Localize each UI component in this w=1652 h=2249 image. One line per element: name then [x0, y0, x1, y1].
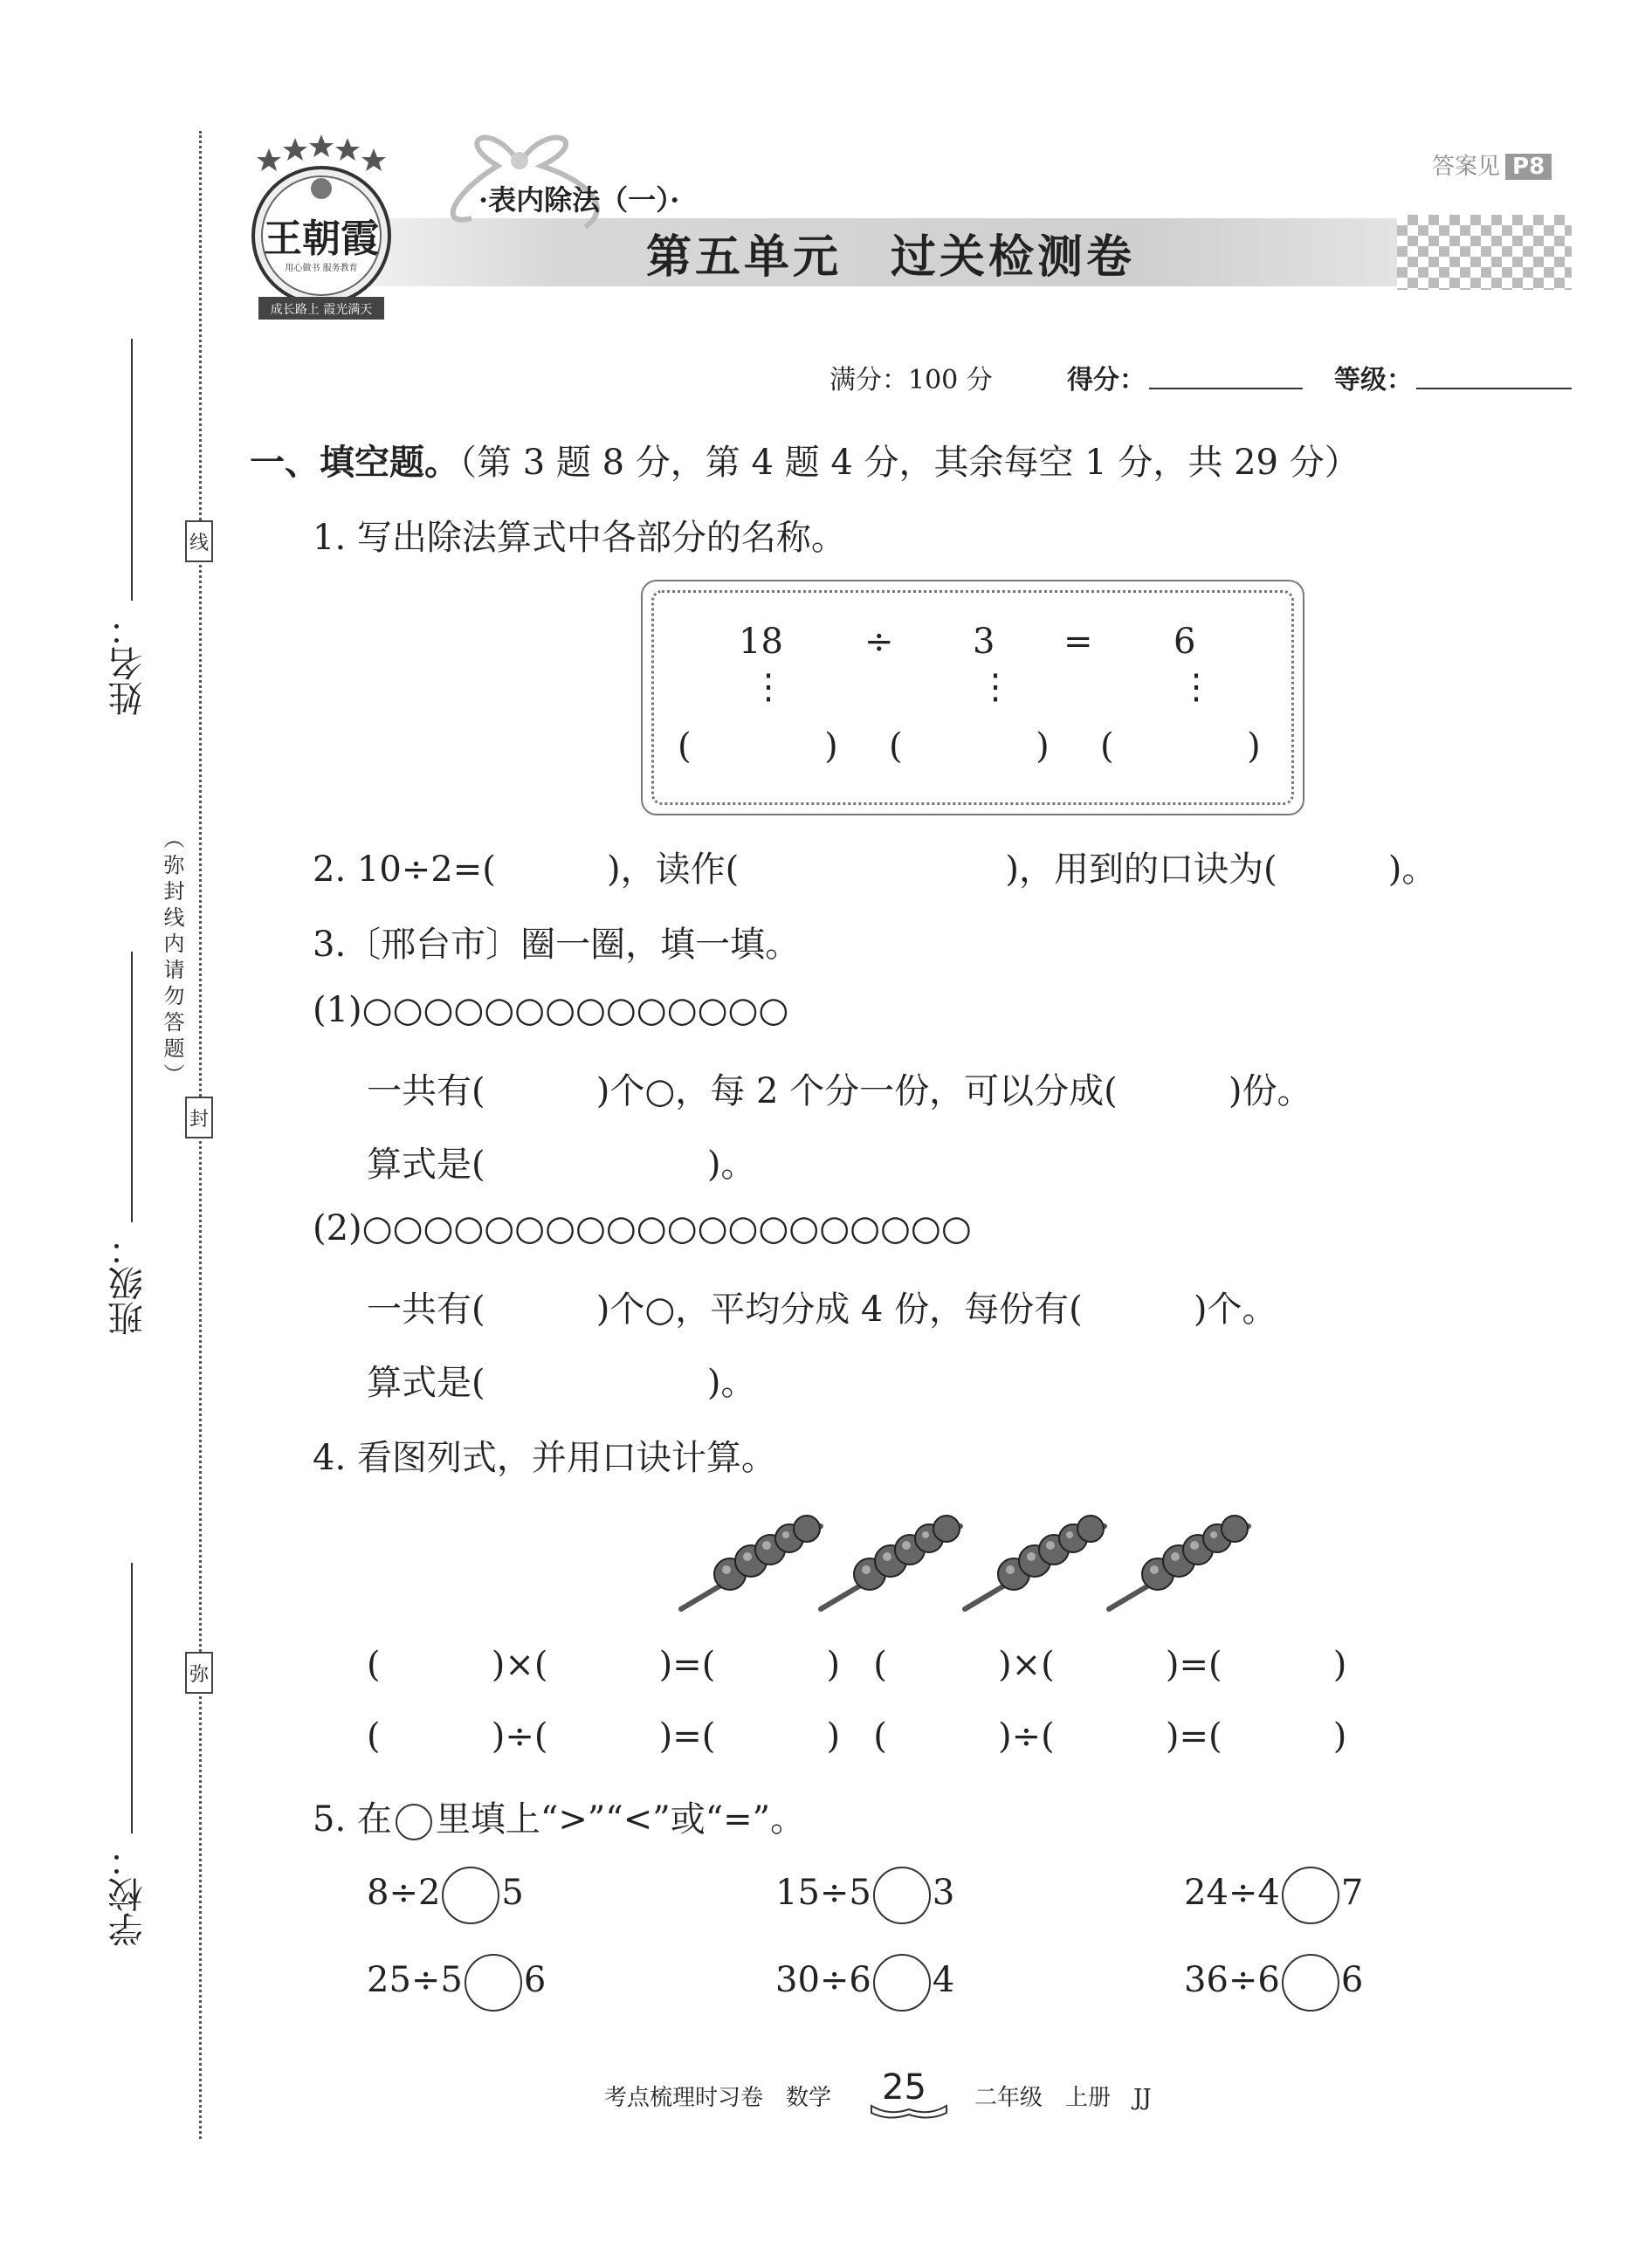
q5-item-4: [367, 1954, 546, 2012]
q5-item-3: [1184, 1867, 1363, 1924]
grade-label: 等级：: [1334, 365, 1413, 395]
q3-part1-label: (1): [313, 990, 362, 1030]
q5-item-1: [367, 1867, 524, 1924]
q5-item-4-right: 6: [523, 1960, 547, 2000]
skewer-icon-2: [821, 1516, 960, 1609]
q4-skewers-image: [672, 1491, 1284, 1622]
q1-blank-1[interactable]: ( ): [678, 726, 838, 767]
footer-right: 二年级 上册 JJ: [974, 2085, 1152, 2111]
q5-compare-circle-6[interactable]: [1282, 1954, 1339, 2012]
q5-inline-circle-icon: [396, 1804, 432, 1840]
answer-reference: [1432, 148, 1552, 181]
q5-item-6-right: 6: [1340, 1960, 1364, 2000]
footer-left: 考点梳理时习卷 数学: [604, 2085, 832, 2111]
q1-dots-3: ⋮: [1179, 667, 1214, 707]
q5-item-2-left: 15÷5: [775, 1873, 871, 1913]
q3-part1-line2[interactable]: 算式是( )。: [367, 1145, 756, 1185]
section1-heading: 一、填空题。: [250, 442, 459, 483]
binding-note: （弥封线内请勿答题）: [160, 828, 184, 1090]
q1-quotient: 6: [1174, 622, 1196, 662]
q3-part1-circle-row: ○○○○○○○○○○○○○○: [361, 990, 789, 1030]
name-label: 姓名：: [108, 611, 148, 716]
q5-item-2-right: 3: [932, 1873, 955, 1913]
score-field[interactable]: [1149, 361, 1303, 389]
q1-dividend: 18: [739, 622, 783, 662]
q5-item-1-left: 8÷2: [367, 1873, 441, 1913]
school-field[interactable]: [131, 1563, 133, 1833]
margin-mark-line: 线: [185, 520, 213, 562]
logo-slogan1: 用心做书 服务教育: [285, 264, 358, 273]
q4-row2[interactable]: ( )÷( )=( ) ( )÷( )=( ): [367, 1716, 1347, 1757]
skewer-icon-3: [965, 1516, 1105, 1609]
section1-points: （第 3 题 8 分，第 4 题 4 分，其余每空 1 分，共 29 分）: [459, 443, 1359, 483]
q5-text: [313, 1792, 805, 1841]
skewer-icon-4: [1109, 1516, 1249, 1609]
q3-part2-circles: [313, 1208, 972, 1248]
q5-item-5-left: 30÷6: [775, 1960, 871, 2000]
q3-part1-line1[interactable]: 一共有( )个○，每 2 个分一份，可以分成( )份。: [367, 1071, 1312, 1111]
answer-page-badge: P8: [1505, 154, 1552, 180]
q5-item-3-right: 7: [1340, 1873, 1364, 1913]
school-label: 学校：: [108, 1842, 148, 1947]
q2-text[interactable]: 2. 10÷2=( )，读作( )，用到的口诀为( )。: [313, 849, 1437, 890]
score-label: 得分：: [1067, 365, 1146, 395]
q4-row1[interactable]: ( )×( )=( ) ( )×( )=( ): [367, 1645, 1347, 1685]
q1-dots-2: ⋮: [978, 667, 1013, 707]
q1-blank-2[interactable]: ( ): [889, 726, 1050, 767]
q5-compare-circle-1[interactable]: [442, 1867, 499, 1924]
q5-compare-circle-4[interactable]: [465, 1954, 522, 2012]
full-score: 满分：100 分: [829, 365, 993, 395]
q3-part2-line1[interactable]: 一共有( )个○，平均分成 4 份，每份有( )个。: [367, 1290, 1277, 1330]
class-label: 班级：: [108, 1231, 148, 1336]
q3-text: 3.〔邢台市〕圈一圈，填一填。: [313, 925, 801, 965]
q5-compare-circle-3[interactable]: [1282, 1867, 1339, 1924]
q3-part2-circle-row: ○○○○○○○○○○○○○○○○○○○○: [361, 1208, 972, 1248]
checker-decoration: [1397, 215, 1572, 290]
q1-divide-sign: ÷: [864, 622, 894, 662]
class-field[interactable]: [131, 952, 133, 1222]
logo-slogan2: 成长路上 霞光满天: [270, 303, 373, 317]
brand-logo: [234, 131, 409, 332]
margin-mark-seal: 封: [185, 1097, 213, 1138]
q5-item-2: [775, 1867, 954, 1924]
q4-text: 4. 看图列式，并用口诀计算。: [313, 1438, 776, 1478]
q5-compare-circle-5[interactable]: [873, 1954, 931, 2012]
page-subtitle: ·表内除法（一）·: [478, 183, 680, 217]
q5-compare-circle-2[interactable]: [873, 1867, 931, 1924]
q5-item-6-left: 36÷6: [1184, 1960, 1280, 2000]
q3-part2-label: (2): [313, 1208, 362, 1248]
q5-item-4-left: 25÷5: [367, 1960, 463, 2000]
q5-text-a: 5. 在: [313, 1799, 392, 1840]
q1-equals-sign: =: [1063, 622, 1093, 662]
page-number: 25: [882, 2067, 926, 2108]
q5-item-5-right: 4: [932, 1960, 955, 2000]
section1-header: [250, 435, 1359, 485]
q5-text-b: 里填上“>”“<”或“=”。: [435, 1799, 806, 1840]
grade-field[interactable]: [1416, 361, 1572, 389]
margin-mark-seal2: 弥: [185, 1652, 213, 1694]
q5-item-3-left: 24÷4: [1184, 1873, 1280, 1913]
q5-item-1-right: 5: [501, 1873, 524, 1913]
answer-ref-label: 答案见: [1432, 154, 1501, 180]
q1-dots-1: ⋮: [751, 667, 786, 707]
q3-part2-line2[interactable]: 算式是( )。: [367, 1363, 756, 1403]
page-title: 第五单元 过关检测卷: [646, 230, 1136, 284]
q1-blank-3[interactable]: ( ): [1100, 726, 1261, 767]
book-icon: [870, 2102, 948, 2120]
q5-item-5: [775, 1954, 954, 2012]
q5-item-6: [1184, 1954, 1363, 2012]
logo-text: 王朝霞: [264, 217, 379, 261]
name-field[interactable]: [131, 339, 133, 601]
skewer-icon: [681, 1516, 821, 1609]
q1-divisor: 3: [973, 622, 995, 662]
q3-part1-circles: [313, 990, 788, 1030]
q1-text: 1. 写出除法算式中各部分的名称。: [313, 518, 846, 558]
